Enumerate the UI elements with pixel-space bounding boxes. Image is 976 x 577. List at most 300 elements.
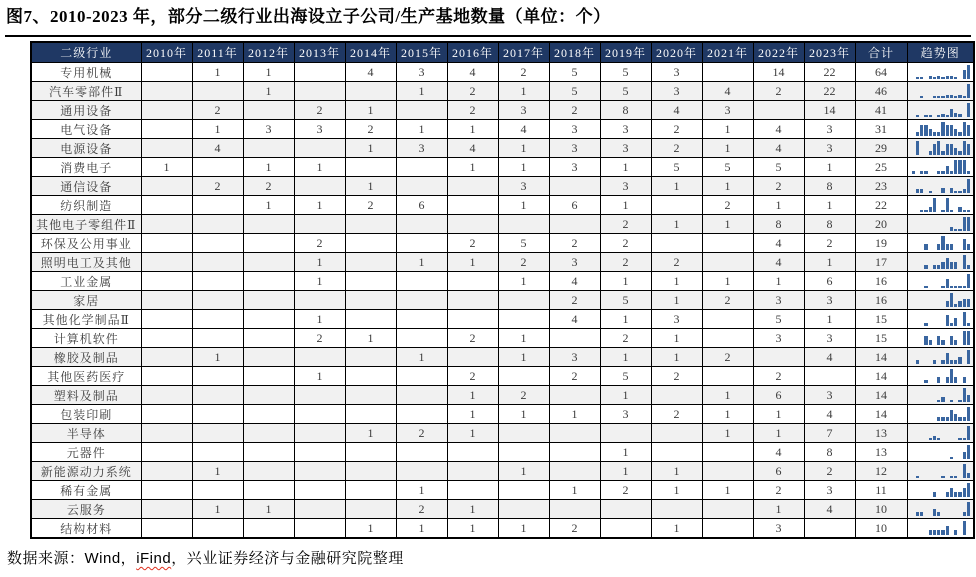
year-value-cell: 2 — [753, 481, 804, 500]
spark-bar — [967, 426, 970, 440]
table-row — [31, 310, 974, 329]
spark-bar — [963, 141, 966, 155]
trend-sparkline — [908, 254, 974, 271]
spark-bar — [950, 410, 953, 421]
spark-slot — [920, 64, 923, 79]
spark-slot — [941, 368, 944, 383]
trend-cell — [907, 177, 974, 196]
year-value-cell: 2 — [753, 177, 804, 196]
year-value-cell: 2 — [294, 101, 345, 120]
trend-cell — [907, 120, 974, 139]
spark-bar — [937, 377, 940, 383]
year-value-cell — [192, 196, 243, 215]
spark-bar — [929, 340, 932, 345]
year-value-cell: 1 — [600, 196, 651, 215]
spark-slot — [916, 463, 919, 478]
spark-bar — [967, 445, 970, 459]
table-row — [31, 481, 974, 500]
trend-sparkline — [908, 64, 974, 81]
year-value-cell: 1 — [498, 139, 549, 158]
spark-slot — [916, 102, 919, 117]
spark-slot — [912, 121, 915, 136]
year-value-cell — [243, 462, 294, 481]
industry-name: 结构材料 — [31, 519, 141, 539]
spark-bar — [963, 255, 966, 269]
trend-sparkline — [908, 121, 974, 138]
spark-slot — [933, 406, 936, 421]
spark-slot — [963, 368, 966, 383]
year-value-cell — [141, 310, 192, 329]
industry-name: 稀有金属 — [31, 481, 141, 500]
year-value-cell: 4 — [192, 139, 243, 158]
spark-bar — [937, 417, 940, 421]
year-value-cell — [294, 519, 345, 539]
spark-slot — [941, 406, 944, 421]
year-value-cell: 1 — [702, 481, 753, 500]
spark-slot — [950, 311, 953, 326]
table-row — [31, 291, 974, 310]
spark-slot — [929, 444, 932, 459]
spark-slot — [963, 501, 966, 516]
total-cell: 23 — [855, 177, 907, 196]
year-value-cell: 3 — [651, 82, 702, 101]
spark-bar — [958, 229, 961, 231]
spark-bar — [929, 191, 932, 193]
spark-slot — [920, 178, 923, 193]
spark-bar — [933, 530, 936, 535]
spark-bar — [920, 171, 923, 174]
spark-slot — [912, 368, 915, 383]
spark-slot — [929, 425, 932, 440]
spark-slot — [967, 273, 970, 288]
spark-bar — [916, 476, 919, 478]
year-value-cell — [600, 500, 651, 519]
year-value-cell: 1 — [753, 500, 804, 519]
spark-slot — [941, 159, 944, 174]
year-value-cell: 3 — [549, 253, 600, 272]
spark-slot — [916, 178, 919, 193]
total-cell: 25 — [855, 158, 907, 177]
year-value-cell: 5 — [753, 310, 804, 329]
spark-slot — [912, 330, 915, 345]
year-value-cell — [651, 424, 702, 443]
spark-bar — [963, 239, 966, 250]
spark-slot — [924, 254, 927, 269]
spark-slot — [950, 406, 953, 421]
spark-slot — [933, 64, 936, 79]
spark-slot — [950, 387, 953, 402]
trend-sparkline — [908, 425, 974, 442]
year-value-cell: 1 — [141, 158, 192, 177]
spark-slot — [937, 425, 940, 440]
spark-slot — [967, 83, 970, 98]
year-value-cell — [294, 405, 345, 424]
spark-slot — [941, 83, 944, 98]
spark-bar — [950, 360, 953, 364]
spark-bar — [967, 274, 970, 288]
year-value-cell: 1 — [804, 253, 855, 272]
year-value-cell: 2 — [396, 500, 447, 519]
trend-cell — [907, 519, 974, 539]
spark-slot — [937, 235, 940, 250]
spark-slot — [946, 444, 949, 459]
spark-bar — [967, 84, 970, 98]
spark-slot — [950, 292, 953, 307]
year-value-cell — [345, 272, 396, 291]
year-value-cell — [447, 462, 498, 481]
year-value-cell — [447, 443, 498, 462]
spark-slot — [958, 178, 961, 193]
year-value-cell — [549, 424, 600, 443]
table-row — [31, 443, 974, 462]
year-value-cell: 5 — [651, 158, 702, 177]
spark-slot — [929, 368, 932, 383]
year-value-cell: 3 — [498, 177, 549, 196]
spark-bar — [963, 122, 966, 136]
spark-slot — [967, 425, 970, 440]
spark-bar — [950, 144, 953, 155]
year-value-cell — [702, 310, 753, 329]
spark-slot — [916, 254, 919, 269]
spark-bar — [967, 473, 970, 478]
spark-bar — [958, 191, 961, 193]
spark-slot — [924, 425, 927, 440]
spark-slot — [950, 197, 953, 212]
spark-bar — [946, 417, 949, 421]
total-cell: 14 — [855, 348, 907, 367]
year-value-cell: 1 — [447, 120, 498, 139]
spark-slot — [946, 501, 949, 516]
spark-bar — [954, 96, 957, 98]
year-value-cell: 3 — [396, 63, 447, 82]
spark-slot — [954, 482, 957, 497]
spark-bar — [929, 438, 932, 440]
spark-bar — [967, 179, 970, 193]
trend-sparkline — [908, 273, 974, 290]
spark-bar — [946, 377, 949, 383]
spark-slot — [933, 83, 936, 98]
column-header-13: 2022年 — [753, 42, 804, 63]
spark-slot — [924, 501, 927, 516]
year-value-cell: 2 — [447, 329, 498, 348]
spark-slot — [941, 387, 944, 402]
year-value-cell — [651, 234, 702, 253]
spark-slot — [924, 387, 927, 402]
spark-bar — [933, 492, 936, 497]
year-value-cell — [294, 443, 345, 462]
spark-bar — [950, 457, 953, 459]
spark-slot — [967, 501, 970, 516]
year-value-cell — [192, 367, 243, 386]
column-header-15: 合计 — [855, 42, 907, 63]
table-row — [31, 139, 974, 158]
column-header-8: 2017年 — [498, 42, 549, 63]
spark-bar — [954, 304, 957, 307]
spark-bar — [924, 210, 927, 212]
year-value-cell: 2 — [651, 120, 702, 139]
column-header-5: 2014年 — [345, 42, 396, 63]
year-value-cell: 1 — [192, 120, 243, 139]
spark-slot — [912, 216, 915, 231]
spark-bar — [941, 122, 944, 136]
spark-slot — [929, 387, 932, 402]
year-value-cell — [141, 215, 192, 234]
spark-bar — [963, 521, 966, 535]
spark-bar — [941, 530, 944, 535]
table-row — [31, 177, 974, 196]
table-header — [31, 42, 974, 63]
year-value-cell — [447, 177, 498, 196]
spark-bar — [946, 279, 949, 288]
spark-slot — [963, 83, 966, 98]
spark-slot — [937, 520, 940, 535]
spark-bar — [967, 331, 970, 345]
spark-slot — [958, 406, 961, 421]
spark-bar — [967, 103, 970, 117]
spark-slot — [963, 444, 966, 459]
year-value-cell — [141, 291, 192, 310]
spark-slot — [937, 159, 940, 174]
table-row — [31, 348, 974, 367]
spark-bar — [958, 207, 961, 212]
spark-slot — [920, 197, 923, 212]
year-value-cell: 3 — [753, 519, 804, 539]
year-value-cell: 6 — [396, 196, 447, 215]
spark-slot — [941, 444, 944, 459]
year-value-cell: 3 — [804, 481, 855, 500]
year-value-cell — [396, 158, 447, 177]
spark-slot — [958, 235, 961, 250]
spark-bar — [958, 286, 961, 288]
year-value-cell: 1 — [345, 101, 396, 120]
year-value-cell — [804, 367, 855, 386]
year-value-cell: 1 — [447, 424, 498, 443]
spark-bar — [963, 488, 966, 497]
column-header-0: 二级行业 — [31, 42, 141, 63]
spark-slot — [929, 330, 932, 345]
total-cell: 16 — [855, 291, 907, 310]
year-value-cell — [243, 443, 294, 462]
year-value-cell: 2 — [651, 367, 702, 386]
spark-slot — [912, 425, 915, 440]
year-value-cell — [396, 310, 447, 329]
spark-bar — [933, 265, 936, 269]
spark-slot — [958, 349, 961, 364]
year-value-cell: 3 — [549, 139, 600, 158]
year-value-cell: 1 — [243, 196, 294, 215]
spark-slot — [958, 140, 961, 155]
spark-slot — [967, 330, 970, 345]
spark-bar — [941, 151, 944, 155]
year-value-cell — [345, 405, 396, 424]
spark-slot — [950, 254, 953, 269]
year-value-cell: 1 — [192, 462, 243, 481]
spark-slot — [958, 273, 961, 288]
spark-slot — [937, 482, 940, 497]
spark-slot — [933, 349, 936, 364]
year-value-cell — [294, 177, 345, 196]
year-value-cell — [345, 253, 396, 272]
spark-slot — [958, 482, 961, 497]
spark-slot — [920, 501, 923, 516]
year-value-cell — [396, 386, 447, 405]
spark-bar — [950, 336, 953, 345]
spark-bar — [967, 144, 970, 155]
trend-sparkline — [908, 292, 974, 309]
trend-cell — [907, 158, 974, 177]
spark-slot — [920, 159, 923, 174]
year-value-cell: 1 — [243, 63, 294, 82]
spark-slot — [924, 140, 927, 155]
spark-slot — [946, 83, 949, 98]
industry-name: 专用机械 — [31, 63, 141, 82]
spark-slot — [929, 311, 932, 326]
trend-cell — [907, 443, 974, 462]
trend-sparkline — [908, 216, 974, 233]
spark-slot — [967, 406, 970, 421]
spark-slot — [933, 463, 936, 478]
trend-cell — [907, 462, 974, 481]
spark-bar — [963, 438, 966, 440]
year-value-cell — [243, 386, 294, 405]
year-value-cell — [141, 253, 192, 272]
spark-bar — [941, 340, 944, 345]
spark-bar — [963, 452, 966, 459]
year-value-cell — [243, 405, 294, 424]
year-value-cell — [651, 443, 702, 462]
year-value-cell — [294, 215, 345, 234]
year-value-cell: 4 — [753, 253, 804, 272]
spark-bar — [950, 262, 953, 269]
year-value-cell — [753, 101, 804, 120]
year-value-cell — [141, 405, 192, 424]
spark-bar — [916, 77, 919, 79]
year-value-cell — [141, 120, 192, 139]
total-cell: 10 — [855, 519, 907, 539]
year-value-cell — [396, 367, 447, 386]
spark-slot — [933, 197, 936, 212]
spark-slot — [916, 216, 919, 231]
spark-bar — [933, 144, 936, 155]
spark-bar — [937, 171, 940, 174]
spark-bar — [916, 132, 919, 136]
spark-bar — [950, 244, 953, 250]
year-value-cell: 4 — [753, 120, 804, 139]
year-value-cell: 3 — [396, 139, 447, 158]
spark-slot — [920, 216, 923, 231]
year-value-cell: 3 — [651, 63, 702, 82]
year-value-cell: 1 — [651, 481, 702, 500]
year-value-cell: 1 — [294, 196, 345, 215]
spark-bar — [958, 132, 961, 136]
trend-cell — [907, 386, 974, 405]
industry-name: 电源设备 — [31, 139, 141, 158]
year-value-cell — [294, 348, 345, 367]
year-value-cell: 2 — [498, 386, 549, 405]
year-value-cell: 2 — [702, 291, 753, 310]
spark-slot — [929, 159, 932, 174]
spark-slot — [963, 178, 966, 193]
year-value-cell: 1 — [600, 386, 651, 405]
year-value-cell: 2 — [600, 253, 651, 272]
year-value-cell — [243, 291, 294, 310]
year-value-cell: 1 — [600, 310, 651, 329]
spark-slot — [941, 349, 944, 364]
spark-slot — [933, 368, 936, 383]
spark-bar — [946, 198, 949, 212]
year-value-cell: 1 — [651, 348, 702, 367]
spark-slot — [950, 520, 953, 535]
trend-cell — [907, 291, 974, 310]
spark-slot — [924, 178, 927, 193]
year-value-cell: 3 — [804, 120, 855, 139]
spark-bar — [967, 171, 970, 174]
spark-slot — [933, 216, 936, 231]
year-value-cell: 2 — [447, 234, 498, 253]
spark-bar — [924, 265, 927, 269]
trend-cell — [907, 101, 974, 120]
year-value-cell: 8 — [804, 177, 855, 196]
spark-slot — [946, 235, 949, 250]
year-value-cell — [498, 424, 549, 443]
trend-cell — [907, 272, 974, 291]
year-value-cell: 1 — [192, 500, 243, 519]
spark-slot — [950, 501, 953, 516]
year-value-cell: 2 — [651, 405, 702, 424]
column-header-4: 2013年 — [294, 42, 345, 63]
spark-bar — [916, 360, 919, 364]
spark-bar — [920, 77, 923, 79]
spark-slot — [937, 349, 940, 364]
trend-sparkline — [908, 178, 974, 195]
year-value-cell: 2 — [651, 253, 702, 272]
year-value-cell: 8 — [804, 215, 855, 234]
year-value-cell: 1 — [753, 405, 804, 424]
year-value-cell: 6 — [753, 462, 804, 481]
year-value-cell: 3 — [600, 120, 651, 139]
spark-slot — [933, 292, 936, 307]
year-value-cell — [345, 215, 396, 234]
spark-slot — [933, 273, 936, 288]
spark-bar — [937, 132, 940, 136]
trend-sparkline — [908, 311, 974, 328]
year-value-cell — [192, 253, 243, 272]
spark-slot — [963, 102, 966, 117]
spark-slot — [933, 235, 936, 250]
spark-slot — [912, 83, 915, 98]
year-value-cell — [447, 196, 498, 215]
spark-bar — [937, 76, 940, 79]
spark-slot — [916, 121, 919, 136]
year-value-cell: 1 — [498, 158, 549, 177]
spark-bar — [958, 357, 961, 364]
year-value-cell: 1 — [498, 82, 549, 101]
year-value-cell — [192, 215, 243, 234]
spark-bar — [929, 207, 932, 212]
spark-slot — [924, 216, 927, 231]
year-value-cell: 1 — [498, 348, 549, 367]
spark-slot — [941, 425, 944, 440]
spark-slot — [933, 501, 936, 516]
spark-bar — [941, 171, 944, 174]
year-value-cell — [192, 386, 243, 405]
year-value-cell: 3 — [804, 329, 855, 348]
spark-slot — [950, 140, 953, 155]
spark-bar — [946, 76, 949, 79]
year-value-cell — [294, 481, 345, 500]
year-value-cell: 3 — [549, 120, 600, 139]
spark-slot — [954, 330, 957, 345]
